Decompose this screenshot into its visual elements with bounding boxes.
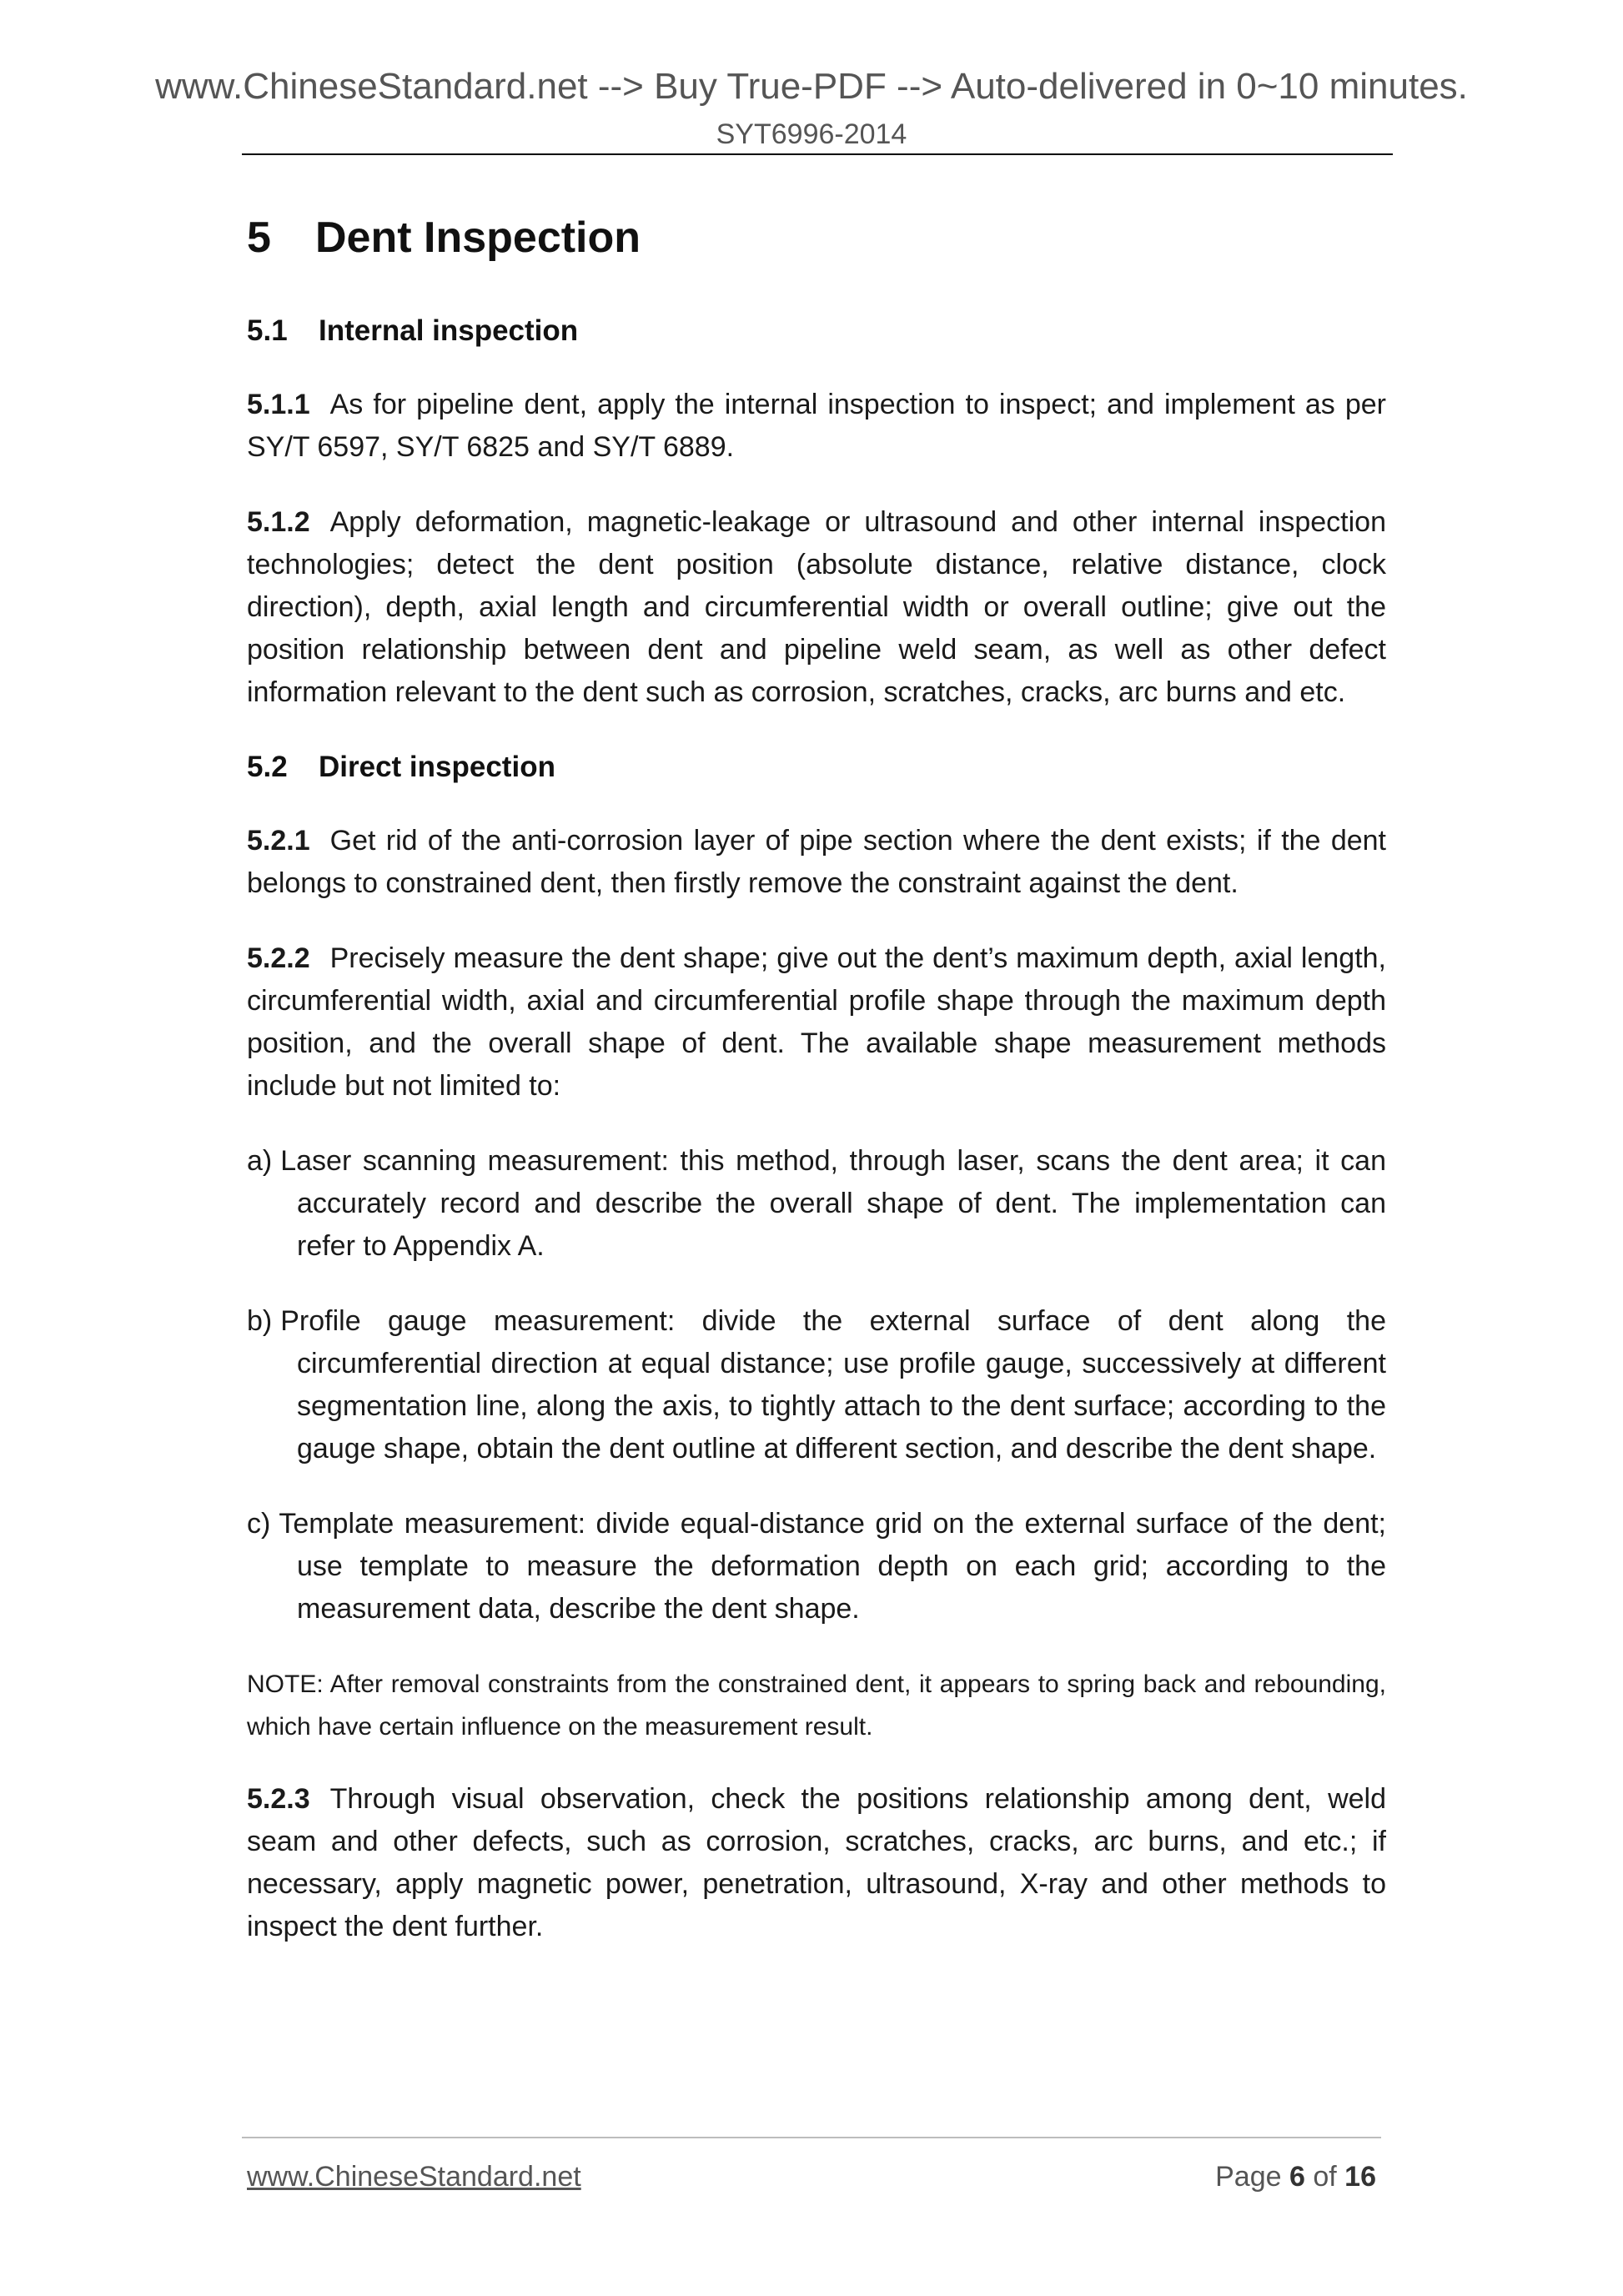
page-total: 16 xyxy=(1344,2161,1376,2193)
list-item-text: Laser scanning measurement: this method, through laser, scans the dent area; it can accurately record and describe the overall shape of dent. The implementation can refer to Appendix A. xyxy=(280,1145,1386,1262)
clause-5-2-3 xyxy=(247,1778,1386,1948)
subsection-heading-5-2 xyxy=(247,746,1386,788)
list-item xyxy=(247,1503,1386,1630)
footer-divider xyxy=(242,2137,1381,2138)
section-heading xyxy=(247,210,1386,265)
subsection-number: 5.1 xyxy=(247,314,288,347)
header-banner: www.ChineseStandard.net --> Buy True-PDF --> Auto-delivered in 0~10 minutes. xyxy=(155,66,1468,107)
subsection-title: Direct inspection xyxy=(319,751,555,783)
list-item xyxy=(247,1140,1386,1268)
clause-text: Get rid of the anti-corrosion layer of pipe section where the dent exists; if the dent belongs to constrained dent, then firstly remove the constraint against the dent. xyxy=(247,825,1386,899)
clause-text: Apply deformation, magnetic-leakage or ultrasound and other internal inspection technologies; detect the dent position (absolute distance, relative distance, clock direction), depth, axial length and circumferential width or overall outline; give out the position relationship between dent and pipeline weld seam, as well as other defect information relevant to the dent such as corrosion, scratches, cracks, arc burns and etc. xyxy=(247,506,1386,708)
footer-site-link[interactable]: www.ChineseStandard.net xyxy=(247,2161,581,2193)
clause-number: 5.1.1 xyxy=(247,389,310,420)
clause-number: 5.2.2 xyxy=(247,942,310,974)
list-item xyxy=(247,1300,1386,1470)
page-content xyxy=(247,210,1386,1981)
page-prefix: Page xyxy=(1215,2161,1282,2193)
document-code: SYT6996-2014 xyxy=(716,118,907,150)
clause-5-1-2 xyxy=(247,501,1386,714)
list-item-label: b) xyxy=(247,1305,273,1337)
list-item-text: Template measurement: divide equal-distance grid on the external surface of the dent; use template to measure the deformation depth on each grid; according to the measurement data, describe the dent shape. xyxy=(279,1508,1386,1625)
clause-5-2-2 xyxy=(247,937,1386,1108)
list-item-label: c) xyxy=(247,1508,271,1540)
clause-number: 5.1.2 xyxy=(247,506,310,538)
page-of: of xyxy=(1313,2161,1337,2193)
clause-text: As for pipeline dent, apply the internal inspection to inspect; and implement as per SY/T 6597, SY/T 6825 and SY/T 6889. xyxy=(247,389,1386,463)
header-divider xyxy=(242,153,1393,155)
subsection-heading-5-1 xyxy=(247,310,1386,352)
section-title: Dent Inspection xyxy=(315,214,641,262)
section-number: 5 xyxy=(247,214,271,262)
note-text: NOTE: After removal constraints from the constrained dent, it appears to spring back and rebounding, which have certain influence on the measurement result. xyxy=(247,1671,1386,1741)
page-number xyxy=(1215,2159,1376,2194)
clause-number: 5.2.3 xyxy=(247,1783,310,1815)
subsection-title: Internal inspection xyxy=(319,314,579,347)
clause-5-1-1 xyxy=(247,384,1386,469)
list-item-label: a) xyxy=(247,1145,273,1177)
clause-text: Through visual observation, check the positions relationship among dent, weld seam and other defects, such as corrosion, scratches, cracks, arc burns, and etc.; if necessary, apply magnetic power, penetration, ultrasound, X-ray and other methods to inspect the dent further. xyxy=(247,1783,1386,1942)
list-item-text: Profile gauge measurement: divide the external surface of dent along the circumferential direction at equal distance; use profile gauge, successively at different segmentation line, along the axis, to tightly attach to the dent surface; according to the gauge shape, obtain the dent outline at different section, and describe the dent shape. xyxy=(280,1305,1386,1465)
page-current: 6 xyxy=(1289,2161,1305,2193)
clause-5-2-1 xyxy=(247,820,1386,905)
clause-number: 5.2.1 xyxy=(247,825,310,857)
clause-text: Precisely measure the dent shape; give out the dent’s maximum depth, axial length, circumferential width, axial and circumferential profile shape through the maximum depth position, and the overall shape of dent. The available shape measurement methods include but not limited to: xyxy=(247,942,1386,1102)
subsection-number: 5.2 xyxy=(247,751,288,783)
